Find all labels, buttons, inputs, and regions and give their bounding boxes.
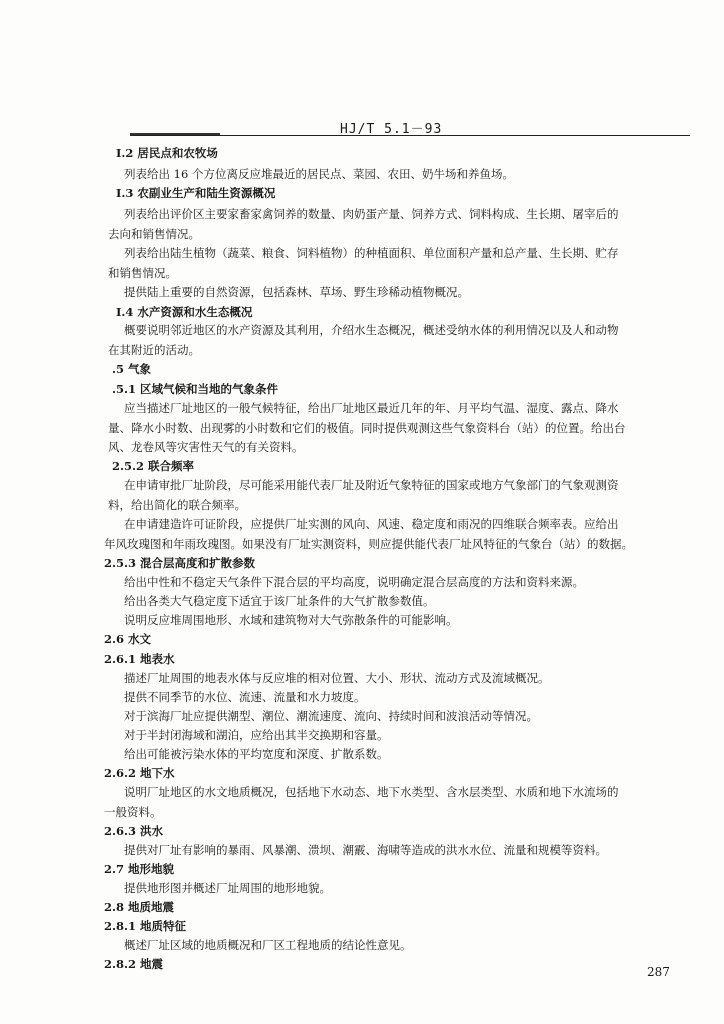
- paragraph-line: 提供不同季节的水位、流速、流量和水力坡度。: [124, 690, 366, 704]
- paragraph-line: 在申请审批厂址阶段，尽可能采用能代表厂址及附近气象特征的国家或地方气象部门的气象观测资: [124, 478, 619, 492]
- section-heading: 2.8.2 地震: [104, 957, 164, 971]
- paragraph-line: 量、降水小时数、出现雾的小时数和它们的极值。同时提供观测这些气象资料台（站）的位置。给出台: [108, 421, 626, 435]
- paragraph-line: 风、龙卷风等灾害性天气的有关资料。: [108, 440, 304, 454]
- paragraph-line: 列表给出 16 个方位离反应堆最近的居民点、菜园、农田、奶牛场和养鱼场。: [124, 167, 514, 181]
- section-heading: .5 气象: [112, 362, 152, 376]
- standard-code: HJ/T 5.1－93: [340, 122, 443, 137]
- section-heading: I.4 水产资源和水生态概况: [116, 305, 253, 319]
- paragraph-line: 列表给出评价区主要家畜家禽饲养的数量、肉奶蛋产量、饲养方式、饲料构成、生长期、屠宰后的: [124, 207, 619, 221]
- section-heading: 2.6 水文: [104, 632, 152, 646]
- paragraph-line: 列表给出陆生植物（蔬菜、粮食、饲料植物）的种植面积、单位面积产量和总产量、生长期、贮存: [124, 246, 619, 260]
- paragraph-line: 料，给出简化的联合频率。: [108, 498, 246, 512]
- page-number: 287: [647, 965, 670, 979]
- paragraph-line: 在申请建造许可证阶段，应提供厂址实测的风向、风速、稳定度和雨况的四维联合频率表。应给出: [124, 517, 619, 531]
- paragraph-line: 对于半封闭海域和湖泊，应给出其半交换期和容量。: [124, 728, 389, 742]
- section-heading: I.2 居民点和农牧场: [116, 146, 218, 160]
- paragraph-line: 给出可能被污染水体的平均宽度和深度、扩散系数。: [124, 747, 389, 761]
- section-heading: 2.5.3 混合层高度和扩散参数: [104, 556, 256, 570]
- paragraph-line: 提供对厂址有影响的暴雨、风暴潮、溃坝、潮霰、海啸等造成的洪水水位、流量和规模等资料。: [124, 843, 607, 857]
- section-heading: 2.8 地质地震: [104, 900, 175, 914]
- section-heading: 2.6.2 地下水: [104, 766, 175, 780]
- paragraph-line: 说明反应堆周围地形、水域和建筑物对大气弥散条件的可能影响。: [124, 613, 458, 627]
- section-heading: 2.8.1 地质特征: [104, 919, 187, 933]
- paragraph-line: 概述厂址区域的地质概况和厂区工程地质的结论性意见。: [124, 938, 412, 952]
- paragraph-line: 给出各类大气稳定度下适宜于该厂址条件的大气扩散参数值。: [124, 594, 435, 608]
- paragraph-line: 概要说明邻近地区的水产资源及其利用，介绍水生态概况，概述受纳水体的利用情况以及人和动物: [124, 323, 619, 337]
- paragraph-line: 提供陆上重要的自然资源，包括森林、草场、野生珍稀动植物概况。: [124, 285, 469, 299]
- paragraph-line: 和销售情况。: [108, 266, 177, 280]
- section-heading: I.3 农副业生产和陆生资源概况: [116, 186, 276, 200]
- section-heading: 2.5.2 联合频率: [112, 459, 195, 473]
- paragraph-line: 给出中性和不稳定天气条件下混合层的平均高度，说明确定混合层高度的方法和资料来源。: [124, 575, 584, 589]
- paragraph-line: 对于滨海厂址应提供潮型、潮位、潮流速度、流向、持续时间和波浪活动等情况。: [124, 709, 538, 723]
- section-heading: .5.1 区域气候和当地的气象条件: [112, 382, 279, 396]
- paragraph-line: 说明厂址地区的水文地质概况，包括地下水动态、地下水类型、含水层类型、水质和地下水流场的: [124, 785, 619, 799]
- paragraph-line: 提供地形图并概述厂址周围的地形地貌。: [124, 881, 331, 895]
- section-heading: 2.6.1 地表水: [104, 652, 175, 666]
- paragraph-line: 应当描述厂址地区的一般气候特征，给出厂址地区最近几年的年、月平均气温、湿度、露点、降水: [124, 401, 619, 415]
- paragraph-line: 描述厂址周围的地表水体与反应堆的相对位置、大小、形状、流动方式及流域概况。: [124, 671, 550, 685]
- paragraph-line: 去向和销售情况。: [108, 227, 200, 241]
- paragraph-line: 年风玫瑰图和年雨玫瑰图。如果没有厂址实测资料，则应提供能代表厂址风特征的气象台（站）的数据。: [104, 537, 633, 551]
- section-heading: 2.6.3 洪水: [104, 824, 164, 838]
- section-heading: 2.7 地形地貌: [104, 862, 175, 876]
- paragraph-line: 在其附近的活动。: [108, 343, 200, 357]
- paragraph-line: 一般资料。: [104, 805, 162, 819]
